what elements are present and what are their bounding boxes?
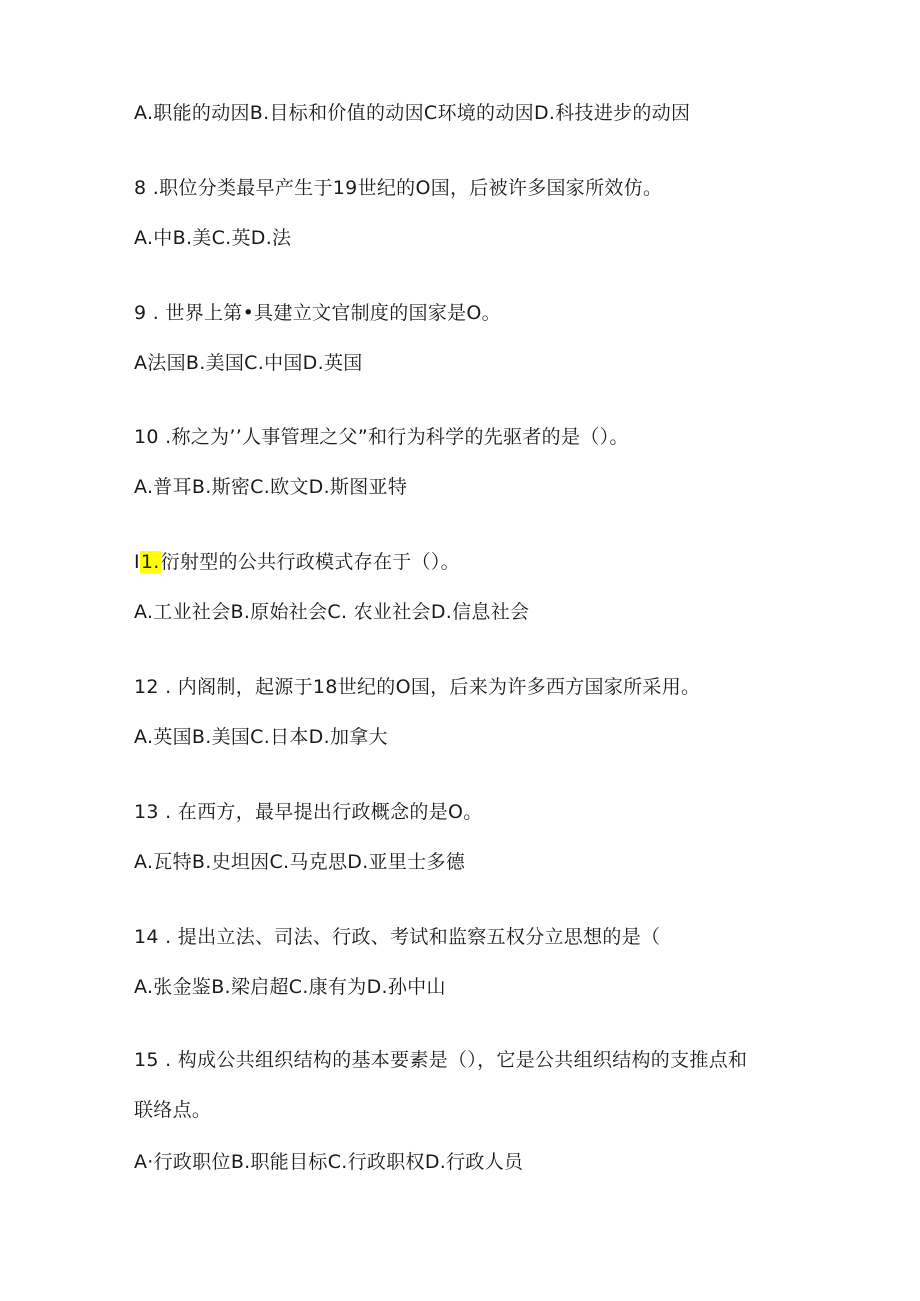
q10-options: A.普耳B.斯密C.欧文D.斯图亚特 xyxy=(134,476,408,498)
q11-question-text: 衍射型的公共行政模式存在于（）。 xyxy=(160,551,460,573)
q12-options: A.英国B.美国C.日本D.加拿大 xyxy=(134,726,388,748)
q7-options: A.职能的动因B.目标和价值的动因C环境的动因D.科技进步的动因 xyxy=(134,102,691,124)
q10-question: 10 .称之为’’人事管理之父”和行为科学的先驱者的是（）。 xyxy=(134,426,629,448)
q8-options: A.中B.美C.英D.法 xyxy=(134,227,292,249)
q14-question: 14 . 提出立法、司法、行政、考试和监察五权分立思想的是（ xyxy=(134,926,661,948)
q15-options: A·行政职位B.职能目标C.行政职权D.行政人员 xyxy=(134,1151,524,1173)
q14-options: A.张金鉴B.梁启超C.康有为D.孙中山 xyxy=(134,976,446,998)
q9-question: 9 . 世界上第•具建立文官制度的国家是O。 xyxy=(134,302,501,324)
q11-number-prefix: I xyxy=(134,551,140,573)
q15-question-line2: 联络点。 xyxy=(134,1099,212,1121)
q9-options: A法国B.美国C.中国D.英国 xyxy=(134,352,363,374)
q11-highlighted-number: 1. xyxy=(140,551,160,573)
q15-question-line1: 15 . 构成公共组织结构的基本要素是（），它是公共组织结构的支推点和 xyxy=(134,1049,748,1071)
q11-question xyxy=(134,550,460,574)
q12-question: 12 . 内阁制，起源于18世纪的O国，后来为许多西方国家所采用。 xyxy=(134,676,701,698)
q13-question: 13 . 在西方，最早提出行政概念的是O。 xyxy=(134,801,483,823)
q11-options: A.工业社会B.原始社会C. 农业社会D.信息社会 xyxy=(134,601,530,623)
q8-question: 8 .职位分类最早产生于19世纪的O国，后被许多国家所效仿。 xyxy=(134,177,663,199)
q13-options: A.瓦特B.史坦因C.马克思D.亚里士多德 xyxy=(134,851,466,873)
